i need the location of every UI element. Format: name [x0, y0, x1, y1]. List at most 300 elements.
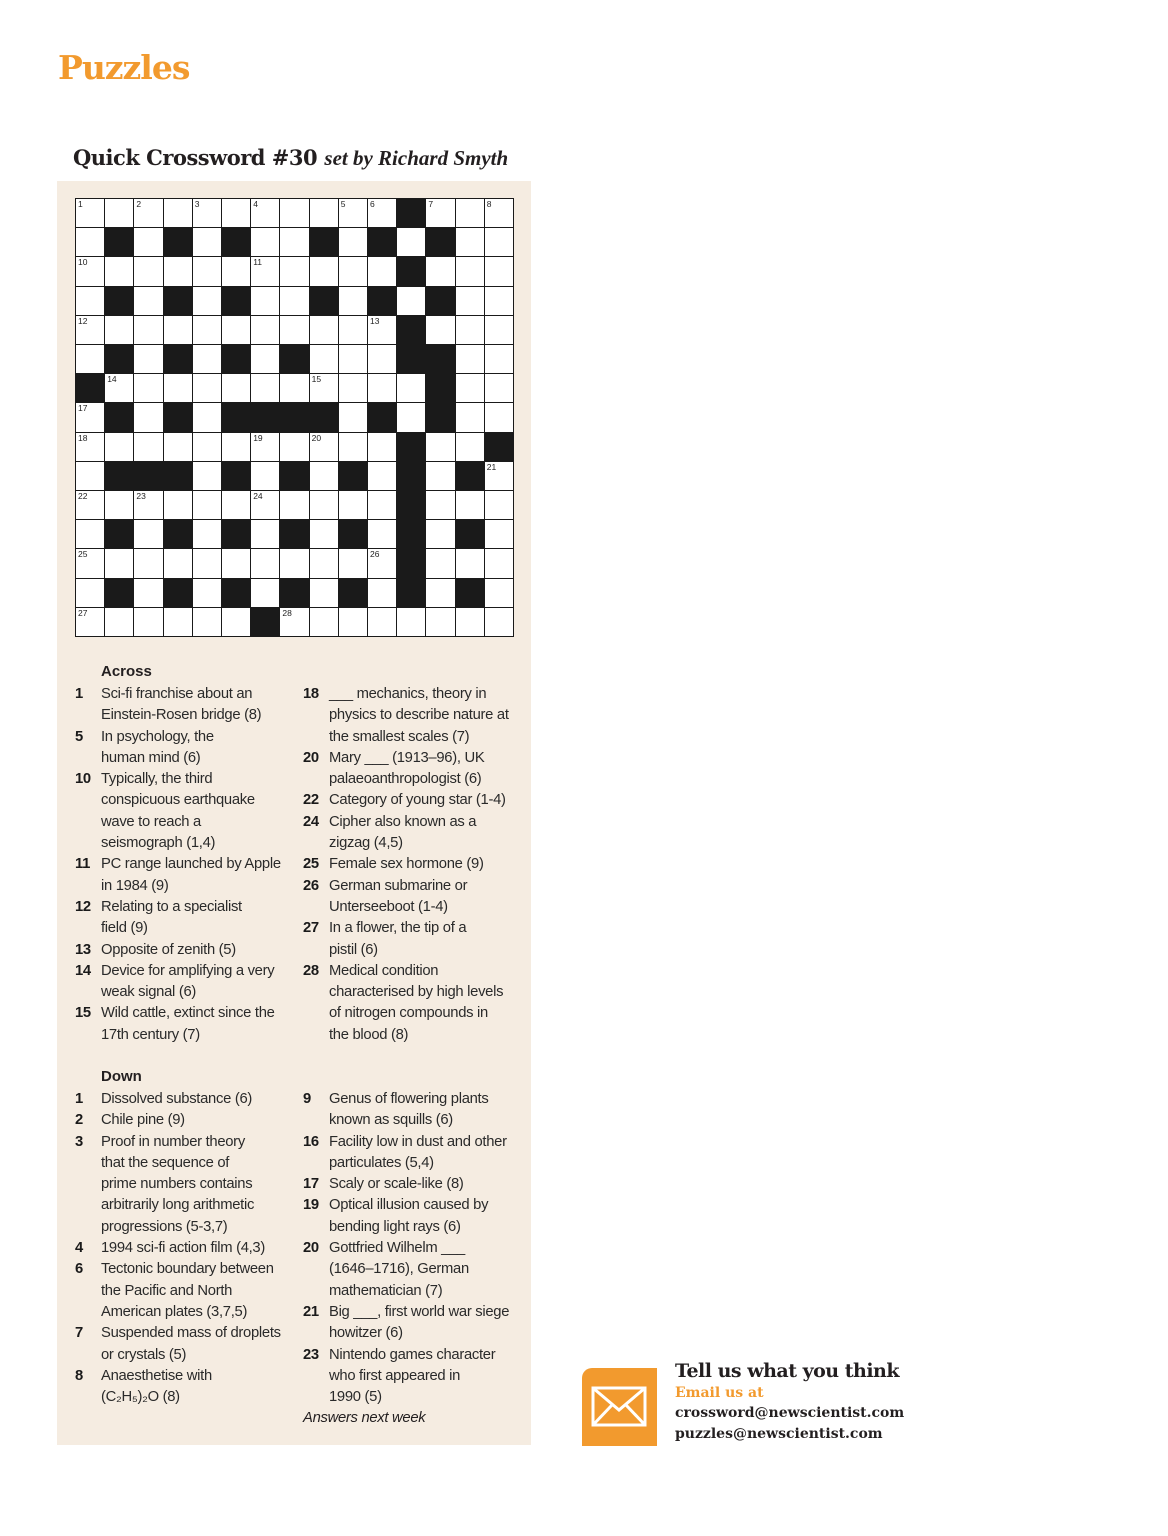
clue-num: 20	[303, 1240, 319, 1257]
clue-text: who first appeared in	[329, 1367, 461, 1384]
grid-cell[interactable]	[456, 549, 484, 577]
grid-cell[interactable]	[193, 199, 221, 227]
grid-block	[280, 403, 308, 431]
grid-block	[426, 374, 454, 402]
clue-num	[303, 940, 329, 961]
grid-cell[interactable]	[368, 345, 396, 373]
grid-block	[164, 345, 192, 373]
grid-cell[interactable]	[310, 345, 338, 373]
clue-number: 28	[282, 607, 292, 618]
grid-cell[interactable]	[456, 316, 484, 344]
grid-cell[interactable]	[222, 608, 250, 636]
grid-cell[interactable]	[368, 462, 396, 490]
grid-cell[interactable]	[368, 257, 396, 285]
grid-cell[interactable]	[368, 608, 396, 636]
clue-line	[75, 876, 293, 897]
clue-num	[75, 982, 101, 1003]
grid-cell[interactable]	[76, 520, 104, 548]
grid-cell[interactable]	[134, 403, 162, 431]
grid-cell[interactable]	[485, 462, 513, 490]
clue-text: or crystals (5)	[101, 1346, 187, 1363]
grid-cell[interactable]	[368, 491, 396, 519]
grid-cell[interactable]	[193, 287, 221, 315]
clue-line	[75, 1195, 293, 1216]
grid-cell[interactable]	[251, 462, 279, 490]
grid-cell[interactable]	[164, 608, 192, 636]
grid-cell[interactable]	[193, 491, 221, 519]
grid-cell[interactable]	[105, 374, 133, 402]
clue-text: the smallest scales (7)	[329, 728, 470, 745]
grid-block	[368, 403, 396, 431]
grid-cell[interactable]	[193, 579, 221, 607]
clue-number: 17	[78, 403, 88, 414]
clue-num	[75, 1174, 101, 1195]
clue-num: 8	[75, 1367, 83, 1384]
grid-cell[interactable]	[339, 345, 367, 373]
clue-text: Device for amplifying a very	[101, 962, 275, 979]
grid-cell[interactable]	[426, 462, 454, 490]
grid-cell[interactable]	[193, 608, 221, 636]
contact-subtitle: Email us at	[675, 1385, 764, 1401]
grid-cell[interactable]	[251, 287, 279, 315]
grid-cell[interactable]	[310, 199, 338, 227]
clue-text: Relating to a specialist	[101, 898, 242, 915]
grid-cell[interactable]	[76, 345, 104, 373]
grid-cell[interactable]	[280, 608, 308, 636]
clue-line	[303, 1217, 521, 1238]
clue-line	[75, 833, 293, 854]
grid-cell[interactable]	[76, 433, 104, 461]
grid-cell[interactable]	[76, 549, 104, 577]
clue-text: in 1984 (9)	[101, 877, 169, 894]
grid-cell[interactable]	[76, 287, 104, 315]
grid-cell[interactable]	[485, 491, 513, 519]
clue-num: 14	[75, 962, 91, 979]
clue-number: 18	[78, 432, 88, 443]
grid-cell[interactable]	[456, 199, 484, 227]
grid-cell[interactable]	[368, 520, 396, 548]
grid-cell[interactable]	[105, 491, 133, 519]
grid-cell[interactable]	[105, 257, 133, 285]
clue-number: 5	[340, 199, 346, 209]
grid-block	[426, 287, 454, 315]
grid-cell[interactable]	[134, 520, 162, 548]
clue-line	[75, 1025, 293, 1046]
grid-cell[interactable]	[485, 520, 513, 548]
clue-number: 12	[78, 315, 88, 326]
grid-cell[interactable]	[134, 287, 162, 315]
grid-cell[interactable]	[368, 433, 396, 461]
grid-cell[interactable]	[105, 608, 133, 636]
clue-line	[303, 1345, 521, 1366]
clue-num: 10	[75, 771, 91, 788]
grid-cell[interactable]	[134, 316, 162, 344]
grid-cell[interactable]	[193, 257, 221, 285]
grid-cell[interactable]	[368, 579, 396, 607]
clue-text: Sci-fi franchise about an	[101, 686, 253, 702]
grid-cell[interactable]	[222, 199, 250, 227]
grid-cell[interactable]	[251, 520, 279, 548]
clue-line	[303, 790, 521, 811]
clue-num: 19	[303, 1197, 319, 1214]
grid-cell[interactable]	[397, 403, 425, 431]
clue-text: of nitrogen compounds in	[329, 1005, 488, 1022]
grid-cell[interactable]	[280, 374, 308, 402]
clue-line	[303, 812, 521, 833]
clue-line	[303, 769, 521, 790]
clue-number: 2	[136, 199, 142, 209]
grid-cell[interactable]	[193, 433, 221, 461]
grid-cell[interactable]	[251, 199, 279, 227]
grid-cell[interactable]	[251, 228, 279, 256]
grid-cell[interactable]	[193, 316, 221, 344]
clue-text: German submarine or	[329, 877, 468, 894]
grid-cell[interactable]	[310, 549, 338, 577]
clue-num	[303, 1110, 329, 1131]
clue-num	[303, 705, 329, 726]
clue-text: particulates (5,4)	[329, 1154, 434, 1171]
clue-text: Medical condition	[329, 962, 439, 979]
grid-cell[interactable]	[193, 462, 221, 490]
clue-line	[303, 961, 521, 982]
grid-cell[interactable]	[251, 257, 279, 285]
grid-cell[interactable]	[456, 257, 484, 285]
grid-block	[164, 228, 192, 256]
clue-text: PC range launched by Apple	[101, 856, 281, 873]
clue-line	[303, 876, 521, 897]
grid-cell[interactable]	[426, 549, 454, 577]
clue-line	[75, 961, 293, 982]
grid-cell[interactable]	[251, 433, 279, 461]
clue-num	[75, 1387, 101, 1408]
grid-cell[interactable]	[76, 462, 104, 490]
grid-cell[interactable]	[134, 433, 162, 461]
grid-cell[interactable]	[134, 374, 162, 402]
clue-num: 7	[75, 1325, 83, 1342]
grid-cell[interactable]	[339, 549, 367, 577]
clue-text: (C₂H₅)₂O (8)	[101, 1389, 180, 1406]
clue-number: 20	[311, 432, 322, 443]
grid-cell[interactable]	[368, 374, 396, 402]
clue-line	[75, 1345, 293, 1366]
clue-line	[303, 1238, 521, 1259]
grid-cell[interactable]	[105, 316, 133, 344]
grid-cell[interactable]	[456, 345, 484, 373]
grid-cell[interactable]	[456, 228, 484, 256]
grid-cell[interactable]	[310, 316, 338, 344]
grid-cell[interactable]	[222, 316, 250, 344]
clue-num	[75, 1345, 101, 1366]
grid-cell[interactable]	[134, 199, 162, 227]
grid-cell[interactable]	[134, 257, 162, 285]
clue-text: seismograph (1,4)	[101, 835, 216, 852]
grid-block	[105, 462, 133, 490]
grid-cell[interactable]	[76, 608, 104, 636]
clue-text: Female sex hormone (9)	[329, 856, 484, 873]
grid-cell[interactable]	[280, 257, 308, 285]
clue-number: 3	[194, 199, 200, 209]
grid-block	[339, 579, 367, 607]
grid-cell[interactable]	[251, 345, 279, 373]
grid-block	[164, 287, 192, 315]
grid-block	[105, 520, 133, 548]
grid-cell[interactable]	[426, 257, 454, 285]
grid-cell[interactable]	[310, 374, 338, 402]
clue-line	[303, 684, 521, 705]
clue-num	[303, 1217, 329, 1238]
grid-cell[interactable]	[280, 549, 308, 577]
grid-cell[interactable]	[164, 374, 192, 402]
grid-cell[interactable]	[164, 433, 192, 461]
puzzles-email-link[interactable]: puzzles@newscientist.com	[675, 1426, 883, 1442]
grid-cell[interactable]	[456, 374, 484, 402]
grid-block	[164, 520, 192, 548]
grid-cell[interactable]	[485, 228, 513, 256]
clue-text: Facility low in dust and other	[329, 1133, 507, 1150]
grid-cell[interactable]	[251, 549, 279, 577]
grid-cell[interactable]	[105, 199, 133, 227]
down-clues-right	[303, 1089, 521, 1430]
clue-line	[303, 1281, 521, 1302]
grid-cell[interactable]	[76, 491, 104, 519]
clue-number: 25	[78, 549, 88, 560]
clue-text: Unterseeboot (1-4)	[329, 898, 448, 915]
clue-line	[75, 1132, 293, 1153]
clue-text: ___ mechanics, theory in	[329, 686, 487, 702]
grid-cell[interactable]	[397, 608, 425, 636]
grid-cell[interactable]	[134, 228, 162, 256]
grid-cell[interactable]	[251, 579, 279, 607]
grid-cell[interactable]	[251, 374, 279, 402]
grid-cell[interactable]	[485, 549, 513, 577]
clue-text: Gottfried Wilhelm ___	[329, 1240, 465, 1257]
grid-block	[397, 520, 425, 548]
contact-title: Tell us what you think	[675, 1360, 900, 1382]
grid-block	[397, 316, 425, 344]
grid-cell[interactable]	[426, 579, 454, 607]
grid-cell[interactable]	[280, 228, 308, 256]
clue-text: Scaly or scale-like (8)	[329, 1176, 464, 1193]
grid-cell[interactable]	[76, 199, 104, 227]
grid-cell[interactable]	[76, 228, 104, 256]
grid-cell[interactable]	[310, 433, 338, 461]
grid-cell[interactable]	[456, 287, 484, 315]
grid-cell[interactable]	[134, 491, 162, 519]
grid-cell[interactable]	[368, 316, 396, 344]
clue-text: Mary ___ (1913–96), UK	[329, 749, 485, 766]
clue-line	[75, 769, 293, 790]
grid-cell[interactable]	[426, 199, 454, 227]
clue-num: 4	[75, 1240, 83, 1257]
grid-block	[485, 433, 513, 461]
grid-cell[interactable]	[280, 433, 308, 461]
grid-cell[interactable]	[280, 287, 308, 315]
grid-cell[interactable]	[339, 433, 367, 461]
grid-cell[interactable]	[280, 199, 308, 227]
grid-cell[interactable]	[310, 579, 338, 607]
section-title: Puzzles	[58, 48, 190, 87]
grid-cell[interactable]	[339, 199, 367, 227]
clue-text: arbitrarily long arithmetic	[101, 1197, 255, 1214]
clue-text: howitzer (6)	[329, 1325, 403, 1342]
grid-cell[interactable]	[426, 316, 454, 344]
grid-cell[interactable]	[193, 520, 221, 548]
clue-num: 1	[75, 1091, 83, 1107]
clue-line	[75, 1259, 293, 1280]
clue-line	[75, 1153, 293, 1174]
grid-cell[interactable]	[134, 345, 162, 373]
clue-text: mathematician (7)	[329, 1282, 443, 1299]
grid-cell[interactable]	[251, 491, 279, 519]
clue-line	[75, 1323, 293, 1344]
grid-cell[interactable]	[193, 549, 221, 577]
clue-num	[75, 790, 101, 811]
clue-number: 6	[370, 199, 375, 209]
grid-cell[interactable]	[339, 608, 367, 636]
grid-cell[interactable]	[164, 199, 192, 227]
clue-line	[75, 1110, 293, 1131]
grid-cell[interactable]	[134, 549, 162, 577]
clue-line	[303, 1302, 521, 1323]
grid-cell[interactable]	[339, 491, 367, 519]
grid-cell[interactable]	[368, 549, 396, 577]
grid-cell[interactable]	[193, 374, 221, 402]
clue-num	[303, 769, 329, 790]
grid-cell[interactable]	[485, 579, 513, 607]
grid-cell[interactable]	[193, 345, 221, 373]
grid-cell[interactable]	[456, 491, 484, 519]
grid-cell[interactable]	[76, 257, 104, 285]
grid-cell[interactable]	[134, 608, 162, 636]
grid-cell[interactable]	[397, 228, 425, 256]
grid-cell[interactable]	[456, 403, 484, 431]
grid-cell[interactable]	[164, 549, 192, 577]
down-clues-left	[75, 1089, 293, 1408]
grid-cell[interactable]	[426, 520, 454, 548]
grid-cell[interactable]	[222, 433, 250, 461]
clue-text: Dissolved substance (6)	[101, 1091, 253, 1107]
grid-cell[interactable]	[339, 403, 367, 431]
clue-number: 26	[370, 549, 380, 560]
grid-block	[222, 579, 250, 607]
grid-block	[280, 462, 308, 490]
grid-cell[interactable]	[310, 491, 338, 519]
grid-cell[interactable]	[339, 316, 367, 344]
clue-num: 17	[303, 1176, 319, 1193]
clue-text: Tectonic boundary between	[101, 1261, 274, 1278]
grid-cell[interactable]	[76, 579, 104, 607]
clue-line	[303, 1259, 521, 1280]
grid-cell[interactable]	[339, 228, 367, 256]
grid-cell[interactable]	[485, 374, 513, 402]
grid-block	[105, 345, 133, 373]
clue-num: 16	[303, 1133, 319, 1150]
clue-line	[75, 790, 293, 811]
grid-block	[397, 462, 425, 490]
grid-cell[interactable]	[164, 491, 192, 519]
grid-cell[interactable]	[485, 257, 513, 285]
grid-cell[interactable]	[222, 491, 250, 519]
grid-cell[interactable]	[193, 228, 221, 256]
puzzle-heading	[73, 145, 508, 171]
grid-cell[interactable]	[76, 316, 104, 344]
grid-cell[interactable]	[368, 199, 396, 227]
crossword-grid[interactable]	[75, 198, 514, 637]
grid-cell[interactable]	[456, 608, 484, 636]
grid-cell[interactable]	[310, 520, 338, 548]
grid-cell[interactable]	[310, 257, 338, 285]
grid-cell[interactable]	[280, 491, 308, 519]
clue-line	[303, 1132, 521, 1153]
grid-cell[interactable]	[222, 549, 250, 577]
clue-number: 7	[428, 199, 434, 209]
grid-cell[interactable]	[310, 462, 338, 490]
clue-num	[303, 897, 329, 918]
grid-cell[interactable]	[222, 374, 250, 402]
clue-num	[303, 1153, 329, 1174]
clue-num: 27	[303, 920, 319, 937]
grid-cell[interactable]	[222, 257, 250, 285]
grid-cell[interactable]	[426, 491, 454, 519]
grid-cell[interactable]	[310, 608, 338, 636]
grid-cell[interactable]	[76, 403, 104, 431]
grid-cell[interactable]	[164, 257, 192, 285]
clue-num	[303, 1259, 329, 1280]
grid-cell[interactable]	[251, 316, 279, 344]
grid-cell[interactable]	[485, 287, 513, 315]
clue-num: 21	[303, 1303, 319, 1320]
crossword-email-link[interactable]: crossword@newscientist.com	[675, 1405, 905, 1421]
grid-cell[interactable]	[485, 316, 513, 344]
grid-cell[interactable]	[485, 199, 513, 227]
grid-cell[interactable]	[134, 579, 162, 607]
clue-num: 5	[75, 728, 83, 745]
grid-block	[397, 433, 425, 461]
grid-cell[interactable]	[397, 287, 425, 315]
grid-cell[interactable]	[485, 345, 513, 373]
clue-num	[303, 1025, 329, 1046]
clue-num	[303, 1003, 329, 1024]
grid-cell[interactable]	[339, 287, 367, 315]
clue-number: 11	[253, 257, 263, 268]
puzzle-title: Quick Crossword #30	[73, 145, 318, 170]
grid-cell[interactable]	[105, 549, 133, 577]
grid-cell[interactable]	[280, 316, 308, 344]
grid-cell[interactable]	[397, 374, 425, 402]
grid-block	[397, 549, 425, 577]
clue-num	[303, 1323, 329, 1344]
grid-cell[interactable]	[105, 433, 133, 461]
clue-line	[75, 1174, 293, 1195]
grid-cell[interactable]	[339, 257, 367, 285]
grid-cell[interactable]	[485, 403, 513, 431]
grid-cell[interactable]	[485, 608, 513, 636]
clue-text: American plates (3,7,5)	[101, 1303, 248, 1320]
clue-line	[75, 812, 293, 833]
grid-cell[interactable]	[426, 608, 454, 636]
grid-cell[interactable]	[339, 374, 367, 402]
clue-text: wave to reach a	[101, 813, 201, 830]
clue-line	[75, 1366, 293, 1387]
clue-number: 24	[253, 491, 263, 501]
grid-cell[interactable]	[164, 316, 192, 344]
grid-cell[interactable]	[193, 403, 221, 431]
grid-cell[interactable]	[426, 433, 454, 461]
grid-cell[interactable]	[456, 433, 484, 461]
grid-block	[222, 228, 250, 256]
clue-number: 14	[107, 374, 117, 385]
clue-num: 25	[303, 856, 319, 873]
